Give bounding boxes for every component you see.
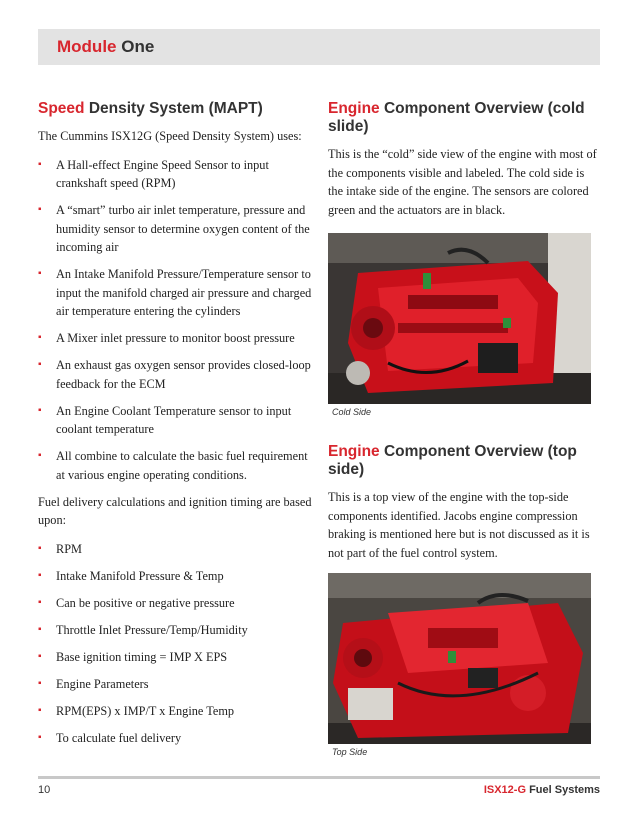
list-item [38,702,313,721]
cold-side-caption: Cold Side [332,407,372,417]
cold-side-heading [328,100,600,136]
list-item-text: A “smart” turbo air inlet temperature, pressure and humidity sensor to determine oxygen content of the incoming air [56,203,310,254]
page-number: 10 [38,784,51,796]
footer-title-rest: Fuel Systems [526,784,600,796]
list-item-text: Engine Parameters [56,676,149,691]
bullet-icon: ▪ [38,731,42,743]
list-item-text: All combine to calculate the basic fuel requirement at various engine operating conditions. [56,449,308,482]
list-item [38,356,313,393]
module-header [38,29,600,65]
sensor-bullet-list [38,156,313,485]
fuel-delivery-paragraph: Fuel delivery calculations and ignition timing are based upon: [38,494,312,527]
top-side-caption: Top Side [332,747,368,757]
bullet-icon: ▪ [38,542,42,554]
list-item-text: A Hall-effect Engine Speed Sensor to input crankshaft speed (RPM) [56,157,269,190]
top-side-description: This is a top view of the engine with the top-side components identified. Jacobs engine compression braking is mentioned here but is not discussed as it is not part of the fuel control system. [328,490,590,560]
list-item [38,648,313,667]
list-item [38,540,313,559]
list-item [38,675,313,694]
top-side-engine-photo [328,573,591,744]
heading-red-word: Engine [328,100,380,117]
module-title-rest: One [116,37,155,56]
bullet-icon: ▪ [38,596,42,608]
bullet-icon: ▪ [38,158,42,170]
list-item-text: A Mixer inlet pressure to monitor boost pressure [56,331,295,345]
list-item [38,201,313,257]
bullet-icon: ▪ [38,650,42,662]
list-item [38,329,313,348]
module-title-red: Module [57,37,117,56]
list-item-text: Base ignition timing = IMP X EPS [56,649,228,664]
footer-title [484,784,600,796]
bullet-icon: ▪ [38,677,42,689]
list-item [38,265,313,321]
cold-side-engine-photo [328,233,591,404]
calc-bullet-list [38,540,313,748]
bullet-icon: ▪ [38,404,42,416]
intro-paragraph: The Cummins ISX12G (Speed Density System) uses: [38,129,302,143]
list-item [38,621,313,640]
list-item [38,402,313,439]
list-item-text: An Engine Coolant Temperature sensor to input coolant temperature [56,403,292,436]
bullet-icon: ▪ [38,450,42,461]
list-item [38,729,313,748]
list-item-text: Intake Manifold Pressure & Temp [56,568,224,583]
list-item [38,156,313,193]
cold-side-description: This is the “cold” side view of the engine with most of the components visible and labeled. The cold side is the intake side of the engine. The sensors are colored green and the actuators are in black. [328,147,597,217]
list-item-text: To calculate fuel delivery [56,730,182,745]
bullet-icon: ▪ [38,569,42,581]
footer-title-red: ISX12-G [483,784,527,796]
list-item [38,447,313,484]
list-item [38,594,313,613]
bullet-icon: ▪ [38,204,42,215]
bullet-icon: ▪ [38,623,42,635]
heading-red-word: Speed [38,100,85,117]
bullet-icon: ▪ [38,359,42,370]
heading-rest: Density System (MAPT) [84,100,263,117]
list-item-text: An Intake Manifold Pressure/Temperature sensor to input the manifold charged air pressure and charged air temperature entering the cylinders [56,267,312,318]
list-item-text: Can be positive or negative pressure [56,595,235,610]
bullet-icon: ▪ [38,704,42,716]
list-item-text: Throttle Inlet Pressure/Temp/Humidity [56,622,248,637]
right-column [328,100,600,757]
module-title [57,37,154,57]
list-item-text: RPM [56,541,82,556]
top-side-heading [328,443,600,479]
heading-red-word: Engine [328,443,380,460]
list-item [38,567,313,586]
footer-divider [38,776,600,779]
bullet-icon: ▪ [38,268,42,279]
list-item-text: An exhaust gas oxygen sensor provides closed-loop feedback for the ECM [56,358,311,391]
list-item-text: RPM(EPS) x IMP/T x Engine Temp [56,703,235,718]
heading-rest: Component Overview (top side) [328,443,577,478]
speed-density-heading [38,100,313,118]
left-column [38,100,313,756]
heading-rest: Component Overview (cold slide) [328,100,585,135]
bullet-icon: ▪ [38,332,42,343]
